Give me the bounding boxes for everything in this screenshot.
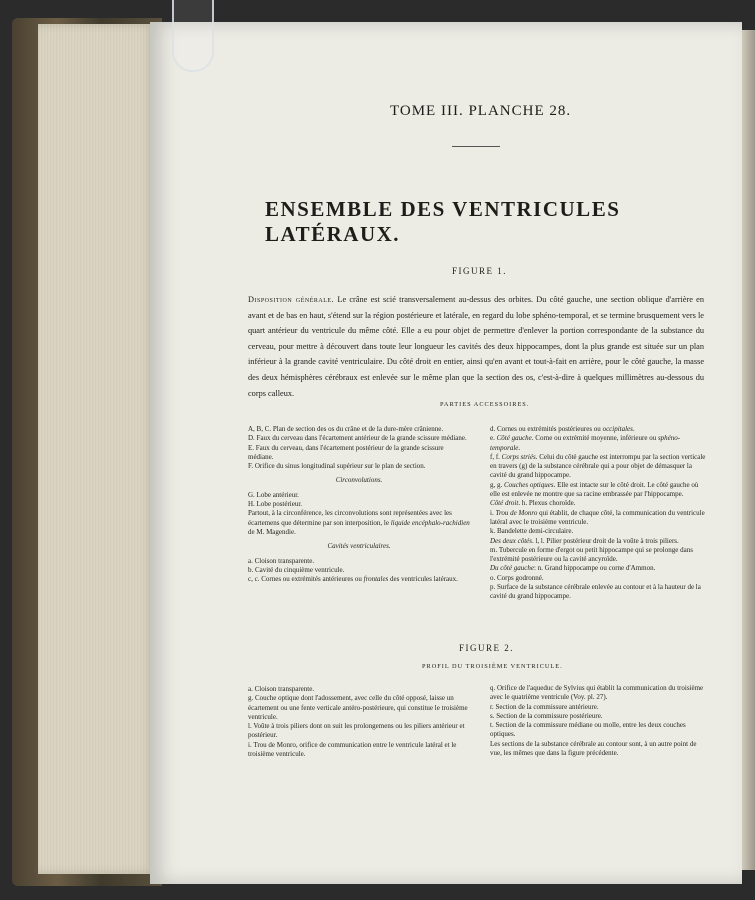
tome-heading: TOME III. PLANCHE 28. bbox=[390, 103, 572, 119]
italic-run: liquide encéphalo-rachidien bbox=[390, 518, 470, 527]
legend-item bbox=[490, 499, 706, 508]
right-page-edge bbox=[742, 30, 755, 870]
text-run: i. bbox=[490, 508, 496, 517]
legend-item bbox=[490, 481, 706, 500]
legend-item bbox=[490, 509, 706, 528]
legend-item bbox=[490, 537, 706, 546]
page-edges bbox=[38, 24, 156, 874]
text-run: : n. Grand hippocampe ou corne d'Ammon. bbox=[533, 564, 656, 573]
legend-item bbox=[490, 425, 706, 434]
legend-item bbox=[490, 564, 706, 573]
text-run: . Celui du côté gauche est interrompu par la section verticale en travers (g) de la substance cérébrale qui a pour objet de démasquer la cavité du grand hippocampe. bbox=[490, 452, 706, 480]
text-run: c, c. Cornes ou extrémités antérieures ou bbox=[248, 575, 364, 584]
legend-item bbox=[490, 434, 706, 453]
legend-item: g. Couche optique dont l'adossement, avec celle du côté opposé, laisse un écartement ou une fente verticale antéro-postérieure, qui constitue le troisième ventricule. bbox=[248, 694, 468, 721]
lead-term: Disposition générale. bbox=[248, 295, 335, 304]
legend-item: G. Lobe antérieur. bbox=[248, 490, 299, 499]
italic-run: occipitales bbox=[602, 425, 633, 433]
text-run: f, f. bbox=[490, 452, 502, 461]
parties-heading: PARTIES ACCESSOIRES. bbox=[440, 401, 530, 408]
text-run: . Elle est intacte sur le côté droit. Le côté gauche où elle est enlevée ne montre que sa racine embrassée par l'hippocampe. bbox=[490, 480, 699, 499]
page-clip bbox=[172, 0, 214, 72]
italic-run: Du côté gauche bbox=[490, 564, 534, 573]
text-run: . l, l. Pilier postérieur droit de la voûte à trois piliers. bbox=[531, 536, 679, 545]
text-run: . bbox=[632, 425, 635, 433]
legend-item: o. Corps godronné. bbox=[490, 573, 544, 582]
legend-item: i. Trou de Monro, orifice de communication entre le ventricule latéral et le troisième ventricule. bbox=[248, 740, 457, 759]
legend-item: a. Cloison transparente. bbox=[248, 556, 315, 565]
text-run: . bbox=[518, 443, 521, 452]
legend-item: a. Cloison transparente. bbox=[248, 685, 315, 693]
page-title: ENSEMBLE DES VENTRICULES LATÉRAUX. bbox=[265, 197, 621, 246]
legend-item bbox=[248, 575, 470, 584]
legend-item: b. Cavité du cinquième ventricule. bbox=[248, 565, 345, 574]
legend-item: r. Section de la commissure antérieure. bbox=[490, 702, 599, 711]
legend-item: t. Section de la commissure médiane ou molle, entre les deux couches optiques. bbox=[490, 721, 686, 739]
figure-1-description bbox=[248, 292, 704, 401]
text-run: g, g. bbox=[490, 480, 504, 489]
legend-item: s. Section de la commissure postérieure. bbox=[490, 711, 603, 720]
legend-column-right bbox=[490, 425, 706, 602]
italic-run: Corps striés bbox=[501, 452, 536, 461]
text-run: des ventricules latéraux. bbox=[388, 575, 458, 584]
legend-item: l. Voûte à trois piliers dont on suit les prolongemens ou les piliers antérieur et postérieur. bbox=[248, 722, 465, 740]
text-run: d. Cornes ou extrémités postérieures ou bbox=[490, 425, 603, 433]
legend-item: m. Tubercule en forme d'ergot ou petit hippocampe qui se prolonge dans l'extrémité postérieure ou la cavité ancyroïde. bbox=[490, 545, 693, 564]
legend-item bbox=[248, 509, 470, 537]
divider bbox=[452, 146, 500, 147]
legend-column-left bbox=[248, 425, 470, 584]
legend-item bbox=[490, 453, 706, 481]
italic-run: Côté droit bbox=[490, 499, 519, 508]
text-run: qui établit, de chaque côté, la communication du ventricule latéral avec le troisième ventricule. bbox=[490, 508, 705, 526]
legend-item: k. Bandelette demi-circulaire. bbox=[490, 527, 574, 536]
description-text: Le crâne est scié transversalement au-dessus des orbites. Du côté gauche, une section oblique d'arrière en avant et de bas en haut, s'étend sur la région postérieure et latérale, en regard du lobe sphéno-temporal, et se termine brusquement vers le quart antérieur du ventricule du même côté. Elle a eu pour objet de permettre d'enlever la portion correspondante de la substance du cerveau, pour mettre à découvert dans toute leur longueur les cavités des deux hippocampes, dont la plus grande est située sur un plan inférieur à la grande cavité ventriculaire. Du côté droit en entier, ainsi qu'en avant et tout-à-fait en arrière, pour le côté gauche, la masse des deux hémisphères cérébraux est enlevée sur le même plan que la section des os, c'est-à-dire à quelques millimètres au-dessous du corps calleux. bbox=[248, 295, 704, 398]
figure-2-column-left bbox=[248, 685, 470, 759]
text-run: e. bbox=[490, 434, 497, 443]
profil-heading: PROFIL DU TROISIÈME VENTRICULE. bbox=[422, 663, 563, 670]
italic-run: Couches optiques bbox=[504, 480, 554, 489]
legend-item: H. Lobe postérieur. bbox=[248, 500, 303, 509]
legend-item: p. Surface de la substance cérébrale enlevée au contour et à la hauteur de la cavité du grand hippocampe. bbox=[490, 583, 701, 601]
text-run: . h. Plexus choroïde. bbox=[518, 499, 576, 508]
figure-2-label: FIGURE 2. bbox=[459, 643, 515, 653]
italic-run: Trou de Monro bbox=[495, 508, 538, 517]
legend-item: E. Faux du cerveau, dans l'écartement postérieur de la grande scissure médiane. bbox=[248, 443, 444, 461]
figure-2-column-right bbox=[490, 684, 706, 758]
legend-item: A, B, C. Plan de section des os du crâne et de la dure-mère crânienne. bbox=[248, 425, 444, 433]
legend-item: D. Faux du cerveau dans l'écartement antérieur de la grande scissure médiane. bbox=[248, 434, 467, 443]
text-run: . Corne ou extrémité moyenne, inférieure ou bbox=[531, 434, 658, 443]
italic-run: frontales bbox=[363, 575, 389, 584]
subheading-circonvolutions: Circonvolutions. bbox=[335, 476, 383, 485]
text-run: de M. Magendie. bbox=[248, 527, 296, 536]
subheading-cavites: Cavités ventriculaires. bbox=[327, 542, 391, 551]
legend-item: F. Orifice du sinus longitudinal supérieur sur le plan de section. bbox=[248, 462, 426, 471]
italic-run: sphéno-temporale bbox=[490, 434, 681, 452]
text-run: Partout, à la circonférence, les circonvolutions sont représentées avec les écartemens que détermine par son interposition, le bbox=[248, 509, 452, 527]
legend-item: q. Orifice de l'aqueduc de Sylvius qui établit la communication du troisième avec le quatrième ventricule (Voy. pl. 27). bbox=[490, 684, 704, 702]
italic-run: Côté gauche bbox=[496, 434, 532, 443]
italic-run: Des deux côtés bbox=[490, 536, 532, 545]
legend-item: Les sections de la substance cérébrale au contour sont, à un autre point de vue, les mêmes que dans la figure précédente. bbox=[490, 739, 697, 758]
figure-1-label: FIGURE 1. bbox=[452, 266, 508, 276]
